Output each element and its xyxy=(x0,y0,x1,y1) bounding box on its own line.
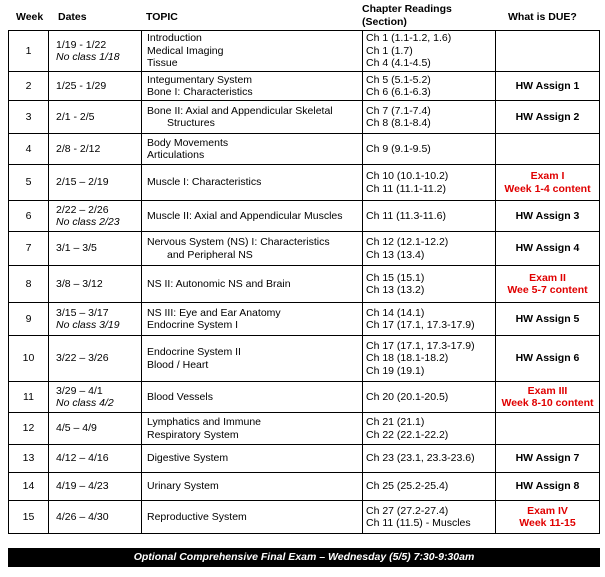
topic-line: NS III: Eye and Ear Anatomy xyxy=(147,306,281,319)
reading-line: Ch 5 (5.1-5.2) xyxy=(366,73,431,86)
week-cell xyxy=(9,134,49,165)
reading-line: Ch 17 (17.1, 17.3-17.9) xyxy=(366,319,475,331)
readings-cell xyxy=(363,134,496,165)
reading-line: Ch 11 (11.1-11.2) xyxy=(366,182,446,195)
due-cell xyxy=(496,413,600,445)
topic-line: Lymphatics and Immune xyxy=(147,416,261,428)
table-row xyxy=(9,266,600,303)
readings-cell xyxy=(363,303,496,336)
topic-line: Structures xyxy=(167,117,215,129)
reading-line: Ch 7 (7.1-7.4) xyxy=(366,104,431,117)
date-range: 4/26 – 4/30 xyxy=(56,510,109,523)
topic-line: Respiratory System xyxy=(147,428,239,441)
exam-due: Exam IV xyxy=(527,504,568,517)
dates-cell xyxy=(49,201,142,232)
exam-due: Week 11-15 xyxy=(519,517,576,529)
homework-due: HW Assign 2 xyxy=(515,110,580,123)
readings-cell xyxy=(363,31,496,72)
week-number: 10 xyxy=(22,352,35,365)
reading-line: Ch 1 (1.1-1.2, 1.6) xyxy=(366,32,452,45)
due-cell xyxy=(496,473,600,501)
week-number: 4 xyxy=(25,142,32,155)
topic-line: Introduction xyxy=(147,32,202,45)
dates-cell xyxy=(49,232,142,266)
exam-due: Exam III xyxy=(527,384,568,397)
readings-cell xyxy=(363,473,496,501)
topic-cell xyxy=(142,501,363,534)
dates-cell xyxy=(49,382,142,413)
reading-line: Ch 19 (19.1) xyxy=(366,364,425,377)
reading-line: Ch 13 (13.2) xyxy=(366,284,425,296)
topic-cell xyxy=(142,232,363,266)
homework-due: HW Assign 6 xyxy=(515,352,580,365)
header-week: Week xyxy=(16,11,44,23)
week-number: 14 xyxy=(22,480,35,493)
week-cell xyxy=(9,31,49,72)
date-range: 3/15 – 3/17 xyxy=(56,306,109,319)
header-dates: Dates xyxy=(58,11,87,23)
topic-line: Urinary System xyxy=(147,480,219,493)
topic-cell xyxy=(142,201,363,232)
reading-line: Ch 23 (23.1, 23.3-23.6) xyxy=(366,452,475,465)
date-range: 1/25 - 1/29 xyxy=(56,79,107,92)
week-cell xyxy=(9,501,49,534)
topic-line: Articulations xyxy=(147,149,205,161)
topic-line: Medical Imaging xyxy=(147,44,224,57)
readings-cell xyxy=(363,72,496,101)
week-cell xyxy=(9,201,49,232)
table-row xyxy=(9,134,600,165)
topic-line: Blood Vessels xyxy=(147,390,213,403)
date-range: 4/19 – 4/23 xyxy=(56,480,109,493)
table-row xyxy=(9,336,600,382)
readings-cell xyxy=(363,445,496,473)
table-row xyxy=(9,31,600,72)
schedule-body xyxy=(9,31,600,534)
due-cell xyxy=(496,165,600,201)
due-cell xyxy=(496,303,600,336)
week-number: 8 xyxy=(25,277,32,290)
dates-cell xyxy=(49,445,142,473)
reading-line: Ch 25 (25.2-25.4) xyxy=(366,480,449,493)
table-row xyxy=(9,501,600,534)
exam-due: Week 8-10 content xyxy=(501,397,594,409)
dates-cell xyxy=(49,134,142,165)
week-cell xyxy=(9,413,49,445)
final-exam-banner: Optional Comprehensive Final Exam – Wednesday (5/5) 7:30-9:30am xyxy=(8,548,600,567)
topic-cell xyxy=(142,303,363,336)
topic-cell xyxy=(142,165,363,201)
due-cell xyxy=(496,72,600,101)
reading-line: Ch 13 (13.4) xyxy=(366,248,425,261)
dates-cell xyxy=(49,101,142,134)
exam-due: Exam I xyxy=(530,170,565,182)
week-cell xyxy=(9,266,49,303)
readings-cell xyxy=(363,165,496,201)
topic-line: Reproductive System xyxy=(147,510,247,523)
reading-line: Ch 1 (1.7) xyxy=(366,44,413,57)
homework-due: HW Assign 1 xyxy=(515,79,580,92)
topic-line: Tissue xyxy=(147,57,178,70)
date-range: 2/8 - 2/12 xyxy=(56,142,101,155)
table-row xyxy=(9,72,600,101)
week-cell xyxy=(9,445,49,473)
table-row xyxy=(9,473,600,501)
week-cell xyxy=(9,232,49,266)
due-cell xyxy=(496,336,600,382)
topic-line: NS II: Autonomic NS and Brain xyxy=(147,277,291,290)
table-row xyxy=(9,165,600,201)
topic-cell xyxy=(142,413,363,445)
reading-line: Ch 11 (11.5) - Muscles xyxy=(366,517,471,529)
week-cell xyxy=(9,165,49,201)
week-cell xyxy=(9,382,49,413)
due-cell xyxy=(496,134,600,165)
readings-cell xyxy=(363,232,496,266)
table-row xyxy=(9,382,600,413)
topic-cell xyxy=(142,445,363,473)
week-cell xyxy=(9,303,49,336)
week-number: 2 xyxy=(25,79,32,92)
reading-line: Ch 10 (10.1-10.2) xyxy=(366,170,449,182)
due-cell xyxy=(496,101,600,134)
week-number: 6 xyxy=(25,209,32,222)
due-cell xyxy=(496,31,600,72)
date-range: 2/15 – 2/19 xyxy=(56,176,109,189)
reading-line: Ch 27 (27.2-27.4) xyxy=(366,504,449,517)
topic-line: Digestive System xyxy=(147,452,229,465)
topic-line: Integumentary System xyxy=(147,73,253,86)
header-topic: TOPIC xyxy=(146,11,178,23)
due-cell xyxy=(496,232,600,266)
due-cell xyxy=(496,501,600,534)
date-range: 3/29 – 4/1 xyxy=(56,384,103,397)
table-row xyxy=(9,101,600,134)
topic-line: Bone I: Characteristics xyxy=(147,86,253,98)
reading-line: Ch 12 (12.1-12.2) xyxy=(366,236,449,248)
topic-cell xyxy=(142,473,363,501)
table-row xyxy=(9,201,600,232)
no-class-note: No class 3/19 xyxy=(56,319,120,331)
header-readings-line2: (Section) xyxy=(362,16,407,28)
week-number: 13 xyxy=(22,452,35,465)
readings-cell xyxy=(363,201,496,232)
topic-cell xyxy=(142,336,363,382)
header-readings-line1: Chapter Readings xyxy=(362,3,452,15)
topic-line: Nervous System (NS) I: Characteristics xyxy=(147,236,330,248)
reading-line: Ch 21 (21.1) xyxy=(366,416,425,428)
date-range: 3/22 – 3/26 xyxy=(56,352,109,365)
readings-cell xyxy=(363,413,496,445)
homework-due: HW Assign 4 xyxy=(515,242,580,255)
reading-line: Ch 11 (11.3-11.6) xyxy=(366,209,446,222)
homework-due: HW Assign 7 xyxy=(515,452,580,465)
week-number: 12 xyxy=(22,422,35,435)
dates-cell xyxy=(49,72,142,101)
reading-line: Ch 18 (18.1-18.2) xyxy=(366,352,449,365)
column-headers xyxy=(0,0,605,30)
schedule-table xyxy=(8,30,600,534)
table-row xyxy=(9,445,600,473)
topic-cell xyxy=(142,266,363,303)
table-row xyxy=(9,413,600,445)
topic-cell xyxy=(142,382,363,413)
week-number: 11 xyxy=(23,390,34,403)
date-range: 1/19 - 1/22 xyxy=(56,38,107,51)
readings-cell xyxy=(363,336,496,382)
week-number: 9 xyxy=(25,312,32,325)
topic-line: Bone II: Axial and Appendicular Skeletal xyxy=(147,104,333,117)
dates-cell xyxy=(49,336,142,382)
reading-line: Ch 8 (8.1-8.4) xyxy=(366,117,431,129)
topic-line: Muscle I: Characteristics xyxy=(147,176,262,189)
homework-due: HW Assign 3 xyxy=(515,209,580,222)
no-class-note: No class 4/2 xyxy=(56,397,114,409)
topic-line: Endocrine System I xyxy=(147,319,239,331)
dates-cell xyxy=(49,165,142,201)
topic-cell xyxy=(142,72,363,101)
dates-cell xyxy=(49,31,142,72)
reading-line: Ch 22 (22.1-22.2) xyxy=(366,428,449,441)
exam-due: Exam II xyxy=(529,271,566,284)
date-range: 3/1 – 3/5 xyxy=(56,242,97,255)
topic-line: Blood / Heart xyxy=(147,358,209,371)
dates-cell xyxy=(49,413,142,445)
topic-line: Endocrine System II xyxy=(147,346,241,358)
exam-due: Wee 5-7 content xyxy=(507,284,588,296)
reading-line: Ch 20 (20.1-20.5) xyxy=(366,390,449,403)
topic-cell xyxy=(142,134,363,165)
dates-cell xyxy=(49,473,142,501)
table-row xyxy=(9,232,600,266)
reading-line: Ch 9 (9.1-9.5) xyxy=(366,142,431,155)
readings-cell xyxy=(363,501,496,534)
table-row xyxy=(9,303,600,336)
topic-line: Body Movements xyxy=(147,136,229,149)
week-number: 3 xyxy=(25,110,32,123)
readings-cell xyxy=(363,101,496,134)
reading-line: Ch 4 (4.1-4.5) xyxy=(366,57,431,70)
due-cell xyxy=(496,382,600,413)
week-number: 7 xyxy=(25,242,32,255)
week-cell xyxy=(9,72,49,101)
readings-cell xyxy=(363,382,496,413)
week-number: 15 xyxy=(22,510,35,523)
date-range: 3/8 – 3/12 xyxy=(56,277,103,290)
week-cell xyxy=(9,101,49,134)
date-range: 2/1 - 2/5 xyxy=(56,110,95,123)
reading-line: Ch 17 (17.1, 17.3-17.9) xyxy=(366,339,475,352)
topic-line: and Peripheral NS xyxy=(167,248,253,261)
due-cell xyxy=(496,266,600,303)
reading-line: Ch 15 (15.1) xyxy=(366,271,425,284)
no-class-note: No class 1/18 xyxy=(56,51,120,63)
no-class-note: No class 2/23 xyxy=(56,216,120,228)
reading-line: Ch 14 (14.1) xyxy=(366,306,425,319)
dates-cell xyxy=(49,266,142,303)
date-range: 4/12 – 4/16 xyxy=(56,452,109,465)
reading-line: Ch 6 (6.1-6.3) xyxy=(366,86,431,98)
week-cell xyxy=(9,336,49,382)
topic-line: Muscle II: Axial and Appendicular Muscles xyxy=(147,209,343,222)
homework-due: HW Assign 5 xyxy=(515,312,580,325)
week-number: 5 xyxy=(25,176,32,189)
topic-cell xyxy=(142,31,363,72)
homework-due: HW Assign 8 xyxy=(515,480,580,493)
header-due: What is DUE? xyxy=(508,11,577,23)
week-number: 1 xyxy=(25,44,32,57)
dates-cell xyxy=(49,501,142,534)
due-cell xyxy=(496,201,600,232)
exam-due: Week 1-4 content xyxy=(504,182,591,195)
topic-cell xyxy=(142,101,363,134)
week-cell xyxy=(9,473,49,501)
date-range: 2/22 – 2/26 xyxy=(56,203,109,216)
readings-cell xyxy=(363,266,496,303)
dates-cell xyxy=(49,303,142,336)
date-range: 4/5 – 4/9 xyxy=(56,422,97,435)
due-cell xyxy=(496,445,600,473)
